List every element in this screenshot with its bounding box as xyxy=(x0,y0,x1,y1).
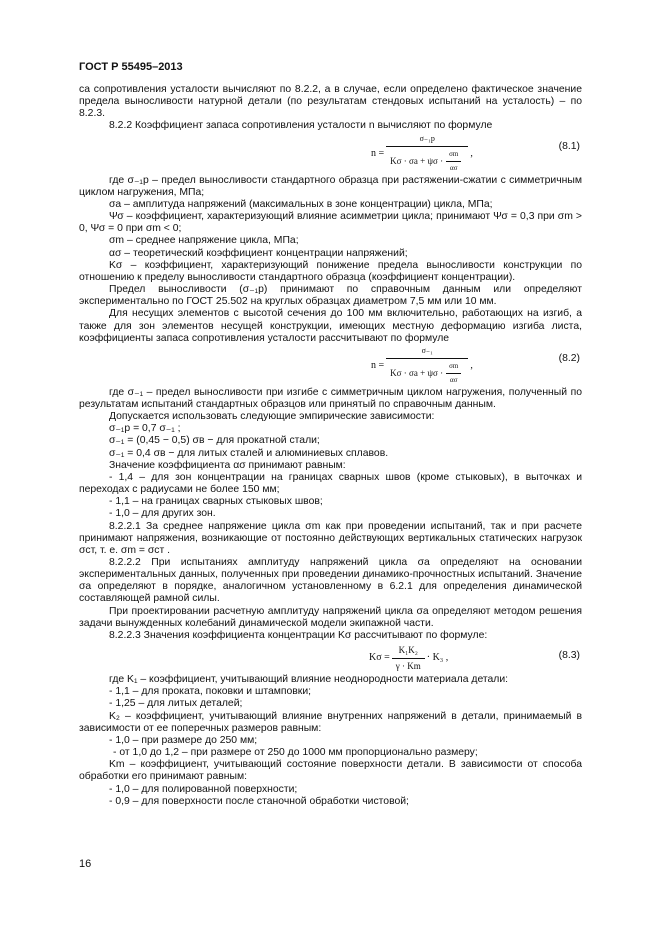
paragraph: σm – среднее напряжение цикла, МПа; xyxy=(109,235,299,247)
paragraph: Km – коэффициент, учитывающий состояние поверхности детали. В зависимости от способа обработки его принимают равным: xyxy=(79,759,582,783)
formula-tail: · K₃ , xyxy=(426,652,449,664)
denominator-terms: Kσ · σa + ψσ · xyxy=(390,156,444,167)
numerator: K₁K₂ xyxy=(398,645,418,656)
paragraph: 8.2.2.2 При испытаниях амплитуду напряжений цикла σa определяют на основании экспериментальных данных, полученных при проведении динамико-прочностных испытаний. Значение σa определяют в порядке, аналогичном установленному в 6.2.1 для определения динамической составляющей рамной силы. xyxy=(79,557,582,605)
inner-fraction xyxy=(445,148,462,174)
formula-tail: , xyxy=(470,359,473,371)
formula-number: (8.3) xyxy=(558,650,580,662)
page-number: 16 xyxy=(79,858,92,870)
paragraph: σ₋₁ = (0,45 − 0,5) σв − для прокатной стали; xyxy=(109,435,320,447)
paragraph: где σ₋₁p – предел выносливости стандартного образца при растяжении-сжатии с симметричным циклом нагружения, МПа; xyxy=(79,174,582,198)
formula-lhs: n = xyxy=(371,359,385,371)
list-item: - 1,1 – для проката, поковки и штамповки; xyxy=(109,686,312,698)
formula-8-3 xyxy=(79,642,582,674)
denominator: γ · Km xyxy=(392,658,425,672)
formula-lhs: Kσ = xyxy=(369,652,390,664)
paragraph: Допускается использовать следующие эмпирические зависимости: xyxy=(109,411,435,423)
paragraph: K₂ – коэффициент, учитывающий влияние внутренних напряжений в детали, принимаемый в зависимости от ее поперечных размеров равным: xyxy=(79,710,582,734)
denominator xyxy=(386,146,468,174)
list-item: - 1,25 – для литых деталей; xyxy=(109,698,243,710)
paragraph: Kσ – коэффициент, характеризующий понижение предела выносливости конструкции по отношению к пределу выносливости стандартного образца (коэффициент концентрации). xyxy=(79,259,582,283)
inner-denominator: ασ xyxy=(446,373,461,386)
list-item: - 1,0 – для полированной поверхности; xyxy=(109,783,298,795)
formula-lhs: n = xyxy=(371,147,385,159)
inner-denominator: ασ xyxy=(446,161,461,174)
paragraph: σ₋₁ = 0,4 σв − для литых сталей и алюминиевых сплавов. xyxy=(109,447,389,459)
numerator: σ₋₁ xyxy=(421,346,433,356)
formula-number: (8.2) xyxy=(558,352,580,364)
denominator xyxy=(386,358,468,386)
fraction xyxy=(392,644,425,671)
list-item: - 1,4 – для зон концентрации на границах сварных швов (кроме стыковых), в выточках и переходах с радиусами не более 150 мм; xyxy=(79,471,582,496)
paragraph: σ₋₁p = 0,7 σ₋₁ ; xyxy=(109,423,181,435)
document-header: ГОСТ Р 55495–2013 xyxy=(79,61,183,73)
paragraph: Значение коэффициента ασ принимают равным: xyxy=(109,459,346,471)
fraction xyxy=(386,345,468,386)
paragraph: Ψσ – коэффициент, характеризующий влияние асимметрии цикла; принимают Ψσ = 0,3 при σm > 0, Ψσ = 0 при σm < 0; xyxy=(79,211,582,235)
paragraph: Предел выносливости (σ₋₁p) принимают по справочным данным или определяют экспериментально по ГОСТ 25.502 на круглых образцах диаметром 7,5 мм или 10 мм. xyxy=(79,284,582,308)
formula-number: (8.1) xyxy=(558,140,580,152)
paragraph: 8.2.2.1 За среднее напряжение цикла σm как при проведении испытаний, так и при расчете принимают напряжения, возникающие от постоянно действующих вертикальных статических нагрузок σст, т. е. σm = σст . xyxy=(79,520,582,556)
list-item: - от 1,0 до 1,2 – при размере от 250 до 1000 мм пропорционально размеру; xyxy=(113,747,478,759)
paragraph: 8.2.2.3 Значения коэффициента концентрации Kσ рассчитывают по формуле: xyxy=(109,629,488,641)
paragraph: где K₁ – коэффициент, учитывающий влияние неоднородности материала детали: xyxy=(109,674,509,686)
body-text xyxy=(79,84,582,808)
paragraph: са сопротивления усталости вычисляют по 8.2.2, а в случае, если определено фактическое значение предела выносливости натурной детали (по результатам стендовых испытаний на усталость) – по 8.2.3. xyxy=(79,84,582,120)
paragraph: где σ₋₁ – предел выносливости при изгибе с симметричным циклом нагружения, полученный по результатам испытаний стандартных образцов или принятый по справочным данным. xyxy=(79,386,582,410)
list-item: - 1,0 – для других зон. xyxy=(109,508,216,520)
list-item: - 0,9 – для поверхности после станочной обработки чистовой; xyxy=(109,795,409,807)
formula-tail: , xyxy=(470,147,473,159)
formula-8-2 xyxy=(79,345,582,387)
formula-8-1 xyxy=(79,133,582,175)
numerator: σ₋₁p xyxy=(419,133,435,143)
paragraph: 8.2.2 Коэффициент запаса сопротивления усталости n вычисляют по формуле xyxy=(109,120,493,132)
paragraph: ασ – теоретический коэффициент концентрации напряжений; xyxy=(109,247,408,259)
inner-numerator: σm xyxy=(449,362,459,371)
list-item: - 1,0 – при размере до 250 мм; xyxy=(109,734,258,746)
paragraph: σa – амплитуда напряжений (максимальных в зоне концентрации) цикла, МПа; xyxy=(109,198,493,210)
inner-numerator: σm xyxy=(449,150,459,159)
paragraph: Для несущих элементов с высотой сечения до 100 мм включительно, работающих на изгиб, а также для зон элементов несущей конструкции, имеющих местную деформацию изгиба листа, коэффициенты запаса сопротивления усталости рассчитывают по формуле xyxy=(79,308,582,344)
denominator-terms: Kσ · σa + ψσ · xyxy=(390,368,444,379)
paragraph: При проектировании расчетную амплитуду напряжений цикла σa определяют методом решения задачи вынужденных колебаний динамической модели экипажной части. xyxy=(79,605,582,629)
inner-fraction xyxy=(445,360,462,386)
fraction xyxy=(386,133,468,174)
list-item: - 1,1 – на границах сварных стыковых швов; xyxy=(109,496,323,508)
